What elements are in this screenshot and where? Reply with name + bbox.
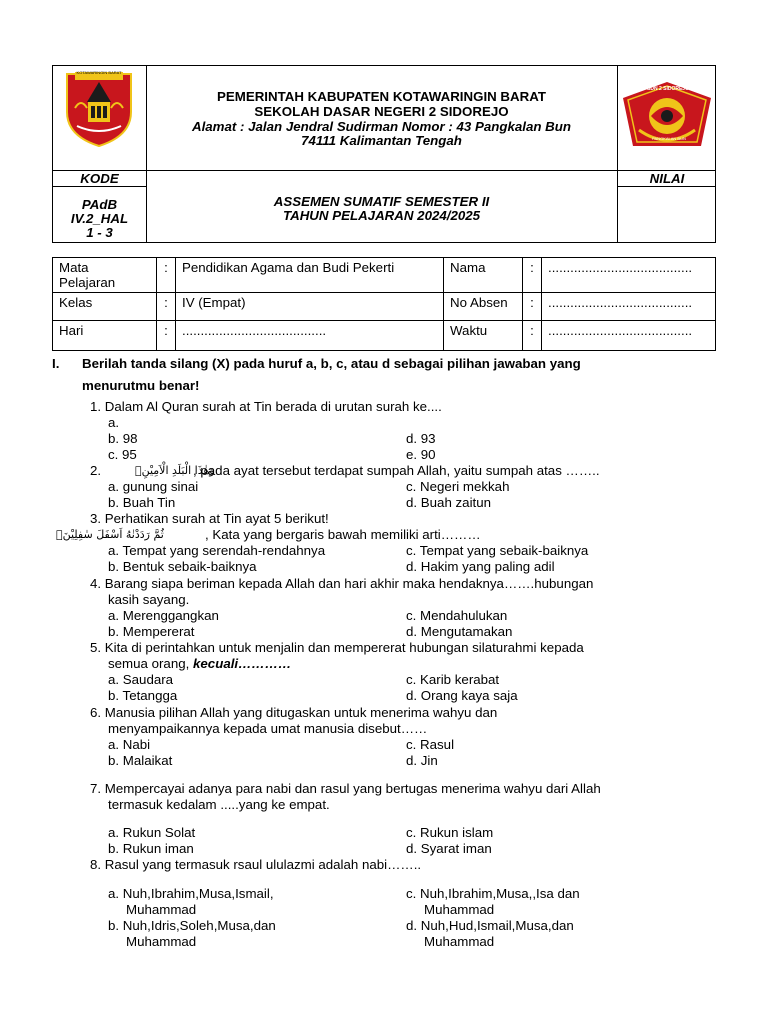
option-8a-cont: Muhammad bbox=[126, 902, 197, 917]
option-4a: a. Merenggangkan bbox=[108, 608, 219, 623]
option-2c: c. Negeri mekkah bbox=[406, 479, 510, 494]
kelas-value: IV (Empat) bbox=[176, 293, 444, 321]
question-6: 6. Manusia pilihan Allah yang ditugaskan untuk menerima wahyu dan bbox=[90, 705, 498, 720]
colon: : bbox=[157, 321, 176, 351]
question-2-number: 2. bbox=[90, 463, 102, 478]
section-number: I. bbox=[52, 356, 60, 371]
nilai-label: NILAI bbox=[649, 171, 685, 186]
exam-year: TAHUN PELAJARAN 2024/2025 bbox=[282, 208, 481, 223]
waktu-field[interactable]: ....................................... bbox=[542, 321, 716, 351]
nama-field[interactable]: ....................................... bbox=[542, 258, 716, 293]
option-4b: b. Mempererat bbox=[108, 624, 195, 639]
mapel-value: Pendidikan Agama dan Budi Pekerti bbox=[176, 258, 444, 293]
option-8d-cont: Muhammad bbox=[424, 934, 495, 949]
question-8: 8. Rasul yang termasuk rsaul ululazmi adalah nabi…….. bbox=[90, 857, 422, 872]
question-5-cont bbox=[108, 656, 291, 672]
option-7b: b. Rukun iman bbox=[108, 841, 194, 856]
divider bbox=[617, 186, 715, 187]
option-3b: b. Bentuk sebaik-baiknya bbox=[108, 559, 257, 574]
option-4d: d. Mengutamakan bbox=[406, 624, 513, 639]
option-8c: c. Nuh,Ibrahim,Musa,,Isa dan bbox=[406, 886, 580, 901]
option-1d: d. 93 bbox=[406, 431, 436, 446]
option-5b: b. Tetangga bbox=[108, 688, 178, 703]
kode-line: IV.2_HAL bbox=[70, 211, 129, 226]
option-1e: e. 90 bbox=[406, 447, 436, 462]
hari-label: Hari bbox=[53, 321, 157, 351]
nama-label: Nama bbox=[444, 258, 523, 293]
option-2b: b. Buah Tin bbox=[108, 495, 176, 510]
option-8a: a. Nuh,Ibrahim,Musa,Ismail, bbox=[108, 886, 274, 901]
school-address: Alamat : Jalan Jendral Sudirman Nomor : 43 Pangkalan Bun bbox=[191, 119, 572, 134]
question-7-cont: termasuk kedalam .....yang ke empat. bbox=[108, 797, 330, 812]
option-2a: a. gunung sinai bbox=[108, 479, 199, 494]
divider bbox=[617, 66, 618, 242]
option-7d: d. Syarat iman bbox=[406, 841, 492, 856]
option-1c: c. 95 bbox=[108, 447, 137, 462]
instruction: Berilah tanda silang (X) pada huruf a, b, c, atau d sebagai pilihan jawaban yang bbox=[82, 356, 581, 371]
government-name: PEMERINTAH KABUPATEN KOTAWARINGIN BARAT bbox=[217, 89, 546, 104]
option-5a: a. Saudara bbox=[108, 672, 174, 687]
option-4c: c. Mendahulukan bbox=[406, 608, 508, 623]
option-2d: d. Buah zaitun bbox=[406, 495, 492, 510]
option-3a: a. Tempat yang serendah-rendahnya bbox=[108, 543, 326, 558]
divider bbox=[53, 186, 146, 187]
colon: : bbox=[523, 321, 542, 351]
question-5-emphasis: kecuali………… bbox=[193, 656, 292, 671]
instruction-2: menurutmu benar! bbox=[82, 378, 200, 393]
kelas-label: Kelas bbox=[53, 293, 157, 321]
option-3c: c. Tempat yang sebaik-baiknya bbox=[406, 543, 589, 558]
quran-verse: ثُمَّ رَدَدْنٰهُ اَسْفَلَ سٰفِلِيْنَۙ bbox=[56, 528, 164, 541]
question-4-cont: kasih sayang. bbox=[108, 592, 190, 607]
colon: : bbox=[523, 293, 542, 321]
option-5d: d. Orang kaya saja bbox=[406, 688, 518, 703]
exam-title: ASSEMEN SUMATIF SEMESTER II bbox=[273, 194, 490, 209]
mapel-label-cell bbox=[53, 258, 157, 293]
divider bbox=[53, 170, 715, 171]
kode-label: KODE bbox=[80, 171, 119, 186]
question-5-text: semua orang, bbox=[108, 656, 194, 671]
header-table bbox=[52, 65, 716, 243]
logo-text: KOTAWARINGIN BARAT bbox=[76, 70, 122, 75]
mapel-label-2: Pelajaran bbox=[59, 275, 116, 290]
question-3-text: , Kata yang bergaris bawah memiliki arti……… bbox=[205, 527, 481, 542]
question-5: 5. Kita di perintahkan untuk menjalin dan mempererat hubungan silaturahmi kepada bbox=[90, 640, 584, 655]
option-8c-cont: Muhammad bbox=[424, 902, 495, 917]
option-6b: b. Malaikat bbox=[108, 753, 173, 768]
option-8d: d. Nuh,Hud,Ismail,Musa,dan bbox=[406, 918, 574, 933]
quran-verse: وَهٰذَا الْبَلَدِ الْاَمِيْنِۙ bbox=[135, 464, 215, 477]
regency-logo bbox=[61, 68, 137, 148]
colon: : bbox=[157, 293, 176, 321]
colon: : bbox=[523, 258, 542, 293]
option-1b: b. 98 bbox=[108, 431, 138, 446]
school-address-2: 74111 Kalimantan Tengah bbox=[301, 133, 462, 148]
absen-field[interactable]: ....................................... bbox=[542, 293, 716, 321]
waktu-label: Waktu bbox=[444, 321, 523, 351]
mapel-label: Mata bbox=[59, 260, 89, 275]
logo-text: PANGKALAN BUN bbox=[652, 136, 686, 141]
option-8b: b. Nuh,Idris,Soleh,Musa,dan bbox=[108, 918, 276, 933]
kode-line: 1 - 3 bbox=[86, 225, 113, 240]
colon: : bbox=[157, 258, 176, 293]
kode-line: PAdB bbox=[81, 197, 118, 212]
option-7c: c. Rukun islam bbox=[406, 825, 494, 840]
question-2: , pada ayat tersebut terdapat sumpah Allah, yaitu sumpah atas …….. bbox=[193, 463, 600, 478]
option-6d: d. Jin bbox=[406, 753, 438, 768]
question-1: 1. Dalam Al Quran surah at Tin berada di urutan surah ke.... bbox=[90, 399, 442, 414]
kode-value bbox=[53, 198, 146, 240]
question-6-cont: menyampaikannya kepada umat manusia disebut…… bbox=[108, 721, 428, 736]
option-8b-cont: Muhammad bbox=[126, 934, 197, 949]
hari-field[interactable]: ....................................... bbox=[176, 321, 444, 351]
option-1a: a. bbox=[108, 415, 120, 430]
absen-label: No Absen bbox=[444, 293, 523, 321]
question-4: 4. Barang siapa beriman kepada Allah dan hari akhir maka hendaknya…….hubungan bbox=[90, 576, 594, 591]
question-3: 3. Perhatikan surah at Tin ayat 5 berikut! bbox=[90, 511, 329, 526]
option-7a: a. Rukun Solat bbox=[108, 825, 196, 840]
option-3d: d. Hakim yang paling adil bbox=[406, 559, 555, 574]
student-info-table bbox=[52, 257, 716, 351]
school-name: SEKOLAH DASAR NEGERI 2 SIDOREJO bbox=[254, 104, 509, 119]
option-5c: c. Karib kerabat bbox=[406, 672, 500, 687]
option-6a: a. Nabi bbox=[108, 737, 151, 752]
question-7: 7. Mempercayai adanya para nabi dan rasul yang bertugas menerima wahyu dari Allah bbox=[90, 781, 601, 796]
logo-text: SDN 2 SIDOREJO bbox=[647, 86, 689, 92]
option-6c: c. Rasul bbox=[406, 737, 455, 752]
